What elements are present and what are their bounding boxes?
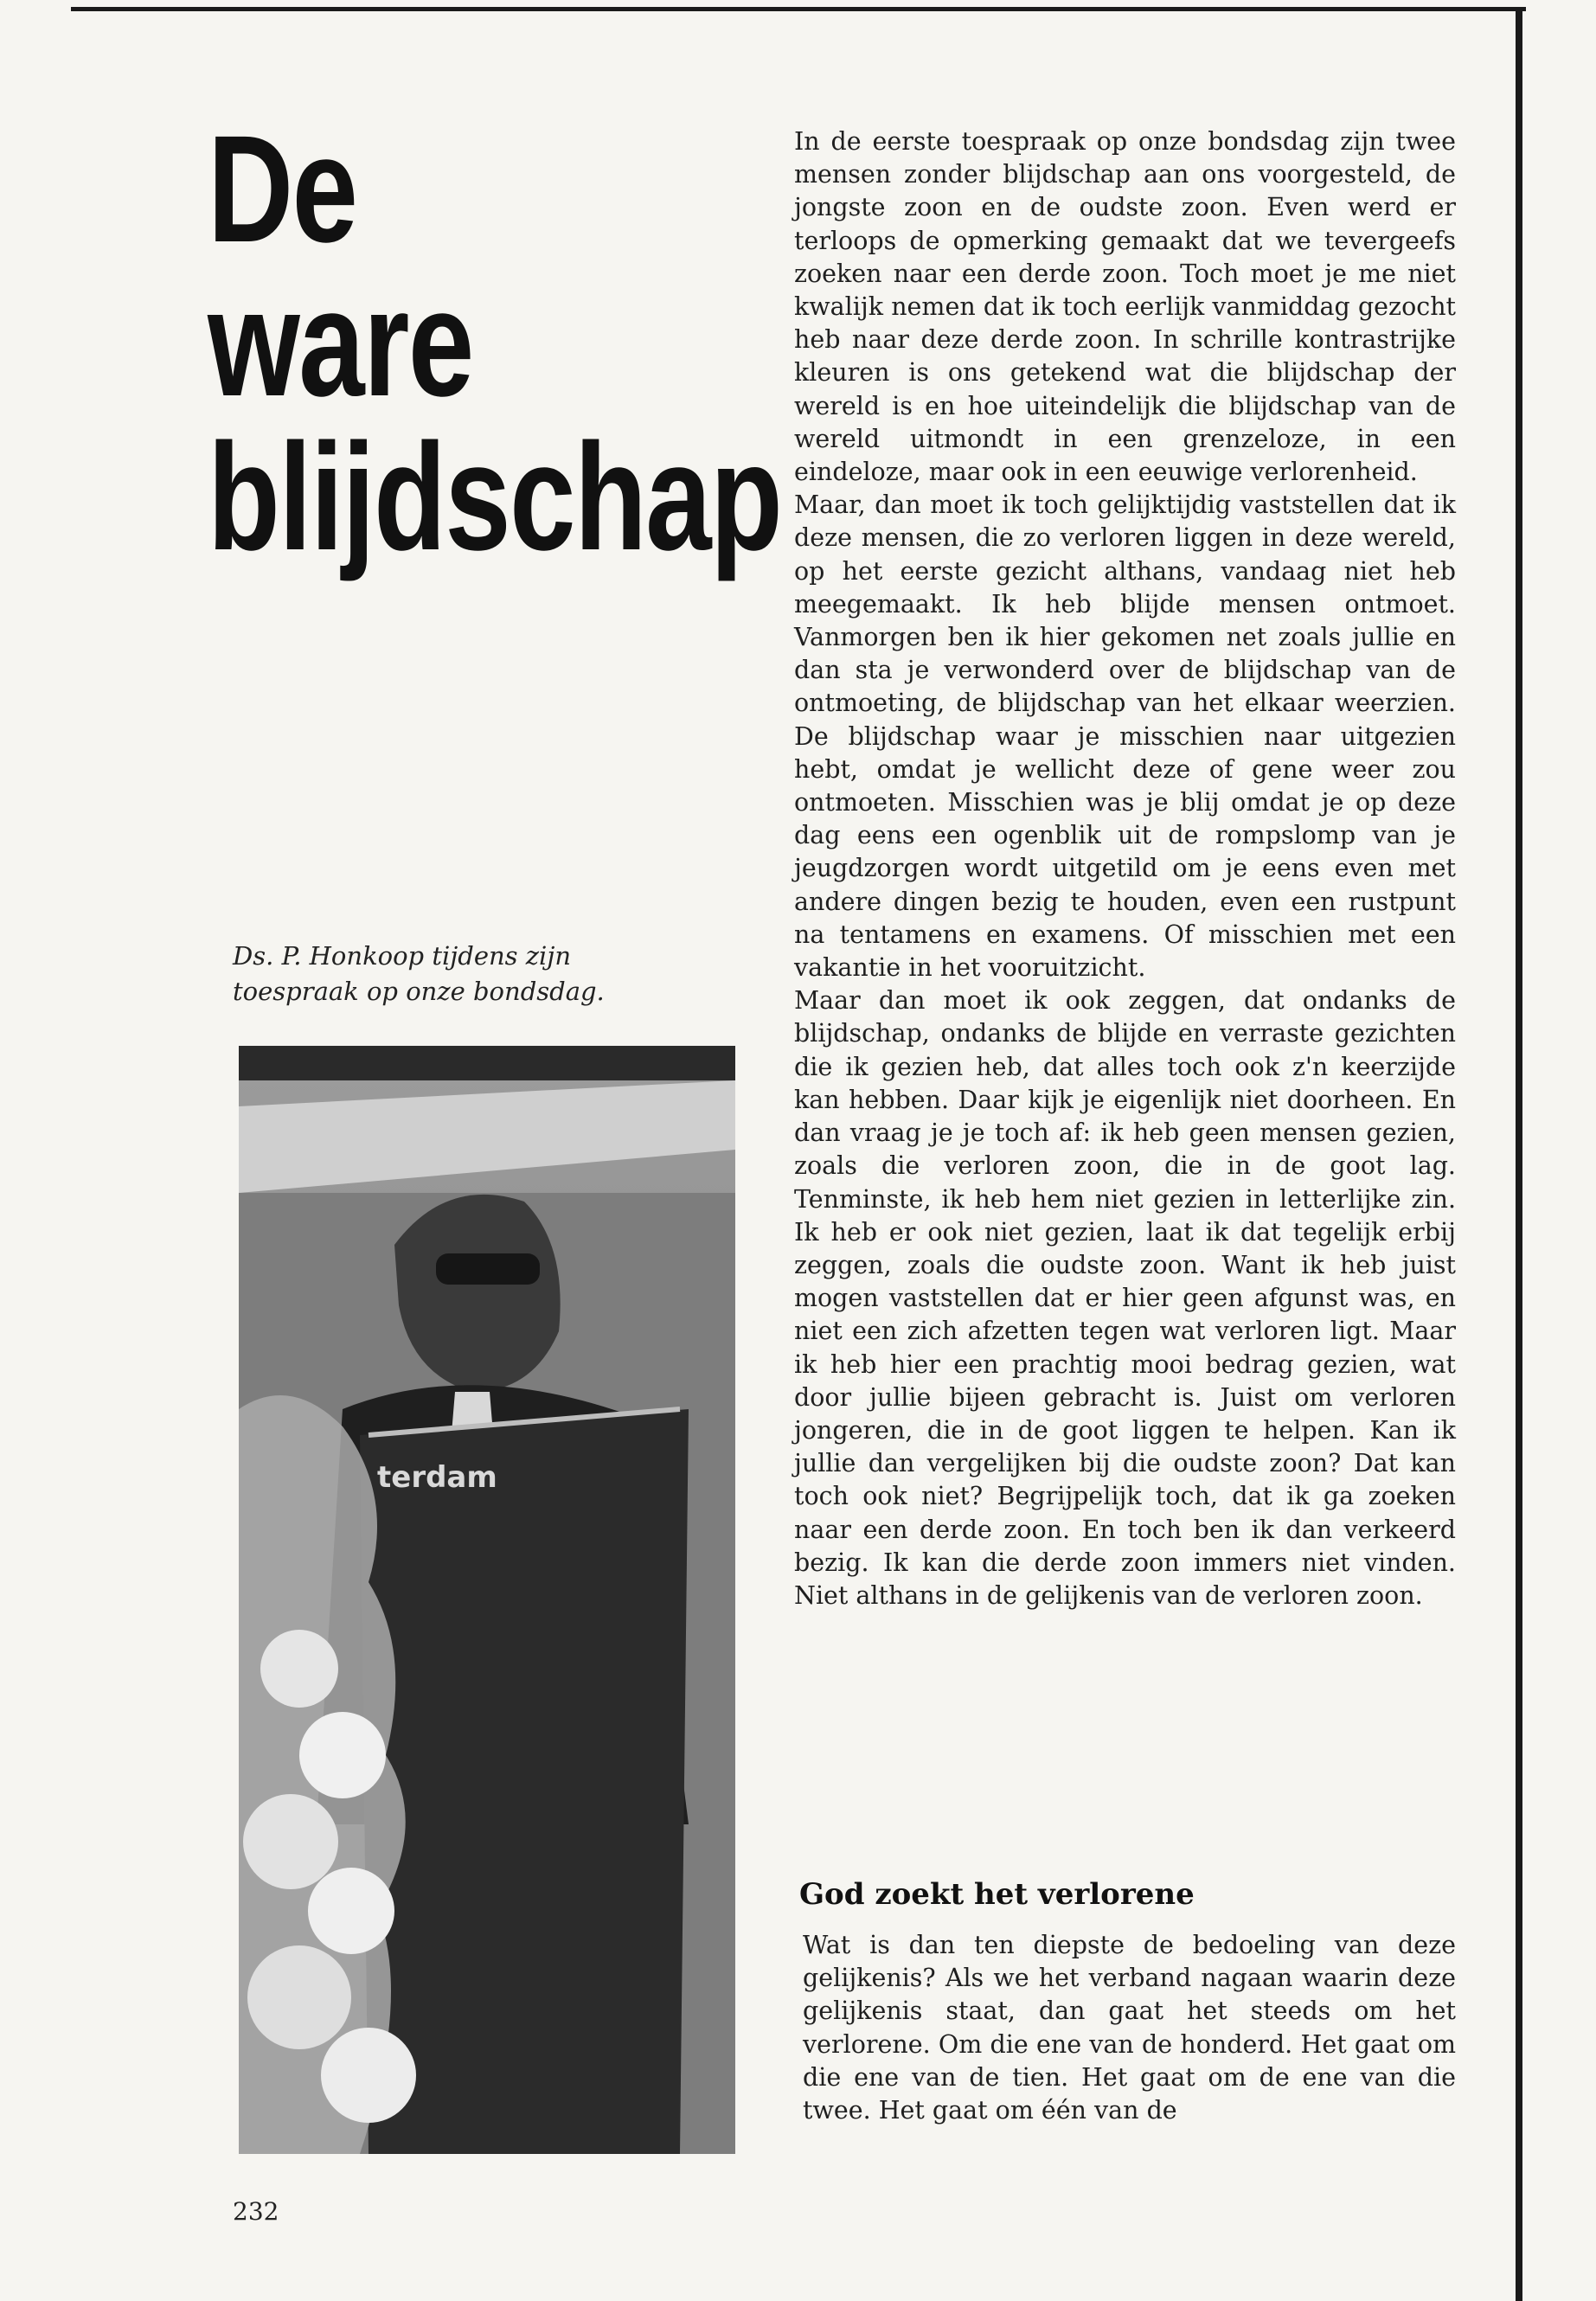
page-number: 232 — [233, 2197, 279, 2226]
headline-line-1: De — [208, 105, 357, 274]
caption-line-1: Ds. P. Honkoop tijdens zijn — [233, 941, 571, 971]
article-paragraph-1: In de eerste toespraak op onze bondsdag zijn twee mensen zonder blijdschap aan ons voorgesteld, de jongste zoon en de oudste zoon. Even werd er terloops de opmerking gemaakt dat we tevergeefs zoeken naar een derde zoon. Toch moet je me niet kwalijk nemen dat ik toch eerlijk vanmiddag gezocht heb naar deze derde zoon. In schrille kontrastrijke kleuren is ons getekend wat die blijdschap der wereld is en hoe uiteindelijk die blijdschap van de wereld uitmondt in een grenzeloze, in een eindeloze, maar ook in een eeuwige verlorenheid. — [794, 127, 1456, 487]
lectern-text: terdam — [377, 1460, 497, 1495]
speaker-photo-illustration — [239, 1046, 735, 2154]
section-body — [803, 1929, 1456, 2127]
section-paragraph: Wat is dan ten diepste de bedoeling van deze gelijkenis? Als we het verband nagaan waarin deze gelijkenis staat, dan gaat het steeds om het verlorene. Om die ene van de honderd. Het gaat om die ene van de tien. Het gaat om de ene van die twee. Het gaat om één van de — [803, 1931, 1456, 2125]
headline-line-3: blijdschap — [208, 413, 782, 582]
photo-caption — [233, 939, 648, 1009]
headline — [208, 105, 782, 582]
right-edge-rule — [1516, 7, 1522, 2301]
caption-line-2: toespraak op onze bondsdag. — [233, 977, 605, 1006]
speaker-photo — [239, 1046, 735, 2154]
section-heading: God zoekt het verlorene — [799, 1877, 1195, 1912]
article-paragraph-2: Maar, dan moet ik toch gelijktijdig vaststellen dat ik deze mensen, die zo verloren liggen in deze wereld, op het eerste gezicht althans, vandaag niet heb meegemaakt. Ik heb blijde mensen ontmoet. Vanmorgen ben ik hier gekomen net zoals jullie en dan sta je verwonderd over de blijdschap van de ontmoeting, de blijdschap van het elkaar weerzien. De blijdschap waar je misschien naar uitgezien hebt, omdat je wellicht deze of gene weer zou ontmoeten. Misschien was je blij omdat je op deze dag eens een ogenblik uit de rompslomp van je jeugdzorgen wordt uitgetild om je eens even met andere dingen bezig te houden, even een rustpunt na tentamens en examens. Of misschien met een vakantie in het vooruitzicht. — [794, 490, 1456, 983]
top-rule — [71, 7, 1526, 11]
article-body — [794, 125, 1456, 1612]
article-paragraph-3: Maar dan moet ik ook zeggen, dat ondanks de blijdschap, ondanks de blijde en verraste gezichten die ik gezien heb, dat alles toch ook z'n keerzijde kan hebben. Daar kijk je eigenlijk niet doorheen. En dan vraag je je toch af: ik heb geen mensen gezien, zoals die verloren zoon, die in de goot lag. Tenminste, ik heb hem niet gezien in letterlijke zin. Ik heb er ook niet gezien, laat ik dat tegelijk erbij zeggen, zoals die oudste zoon. Want ik heb juist mogen vaststellen dat er hier geen afgunst was, en niet een zich afzetten tegen wat verloren ligt. Maar ik heb hier een prachtig mooi bedrag gezien, wat door jullie bijeen gebracht is. Juist om verloren jongeren, die in de goot liggen te helpen. Kan ik jullie dan vergelijken bij die oudste zoon? Dat kan toch ook niet? Begrijpelijk toch, dat ik ga zoeken naar een derde zoon. En toch ben ik dan verkeerd bezig. Ik kan die derde zoon immers niet vinden. Niet althans in de gelijkenis van de verloren zoon. — [794, 986, 1456, 1610]
headline-line-2: ware — [208, 259, 473, 428]
